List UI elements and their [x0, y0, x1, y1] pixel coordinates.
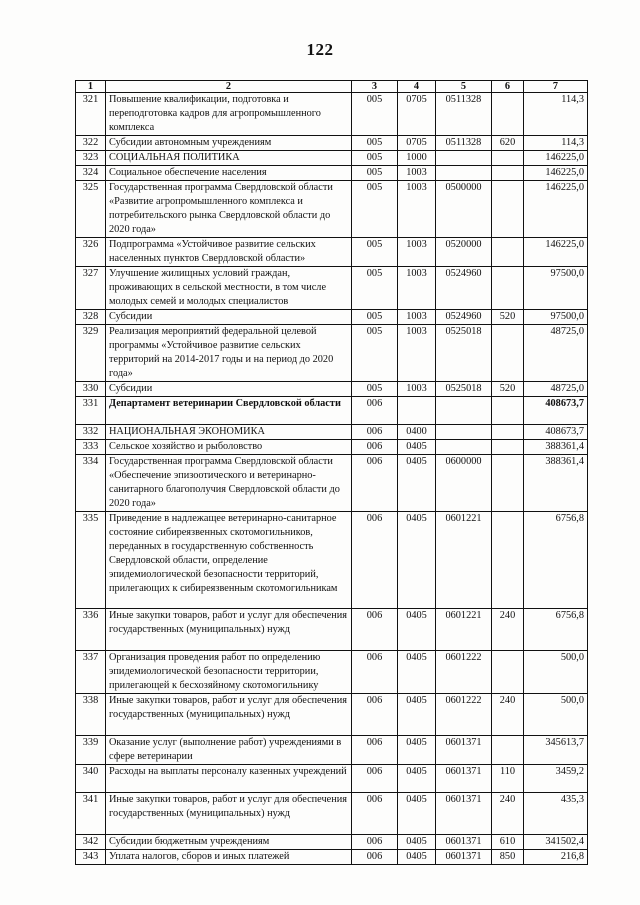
row-number: 323 [76, 151, 106, 166]
code-target: 0525018 [436, 382, 492, 397]
row-amount: 114,3 [524, 93, 588, 136]
table-row [76, 455, 588, 512]
table-row [76, 440, 588, 455]
table-row [76, 736, 588, 765]
code-ministry: 005 [352, 136, 398, 151]
code-expense-type [492, 267, 524, 310]
row-name: Оказание услуг (выполнение работ) учреждениями в сфере ветеринарии [106, 736, 352, 765]
code-target: 0524960 [436, 310, 492, 325]
row-amount: 114,3 [524, 136, 588, 151]
code-section: 1003 [398, 310, 436, 325]
code-expense-type [492, 166, 524, 181]
code-section: 0405 [398, 850, 436, 865]
table-row [76, 835, 588, 850]
code-ministry: 006 [352, 736, 398, 765]
table-row [76, 850, 588, 865]
row-amount: 435,3 [524, 793, 588, 835]
table-header-row [76, 81, 588, 93]
code-expense-type [492, 238, 524, 267]
code-section: 0705 [398, 93, 436, 136]
row-name: Государственная программа Свердловской области «Развитие агропромышленного комплекса и потребительского рынка Свердловской области до 2020 года» [106, 181, 352, 238]
code-expense-type [492, 440, 524, 455]
code-expense-type: 240 [492, 609, 524, 651]
code-ministry: 006 [352, 609, 398, 651]
row-number: 343 [76, 850, 106, 865]
table-row [76, 151, 588, 166]
code-section: 0405 [398, 651, 436, 694]
table-row [76, 397, 588, 425]
table-row [76, 181, 588, 238]
page-number: 122 [306, 40, 334, 59]
code-target [436, 425, 492, 440]
code-target [436, 397, 492, 425]
row-name: СОЦИАЛЬНАЯ ПОЛИТИКА [106, 151, 352, 166]
code-ministry: 006 [352, 455, 398, 512]
row-number: 329 [76, 325, 106, 382]
table-row [76, 325, 588, 382]
code-expense-type: 240 [492, 793, 524, 835]
row-amount: 6756,8 [524, 609, 588, 651]
code-section: 1003 [398, 325, 436, 382]
code-target: 0601371 [436, 793, 492, 835]
code-ministry: 006 [352, 512, 398, 609]
table-row [76, 765, 588, 793]
row-name: Уплата налогов, сборов и иных платежей [106, 850, 352, 865]
row-number: 325 [76, 181, 106, 238]
row-number: 328 [76, 310, 106, 325]
table-row [76, 425, 588, 440]
row-amount: 48725,0 [524, 325, 588, 382]
code-target [436, 440, 492, 455]
code-ministry: 006 [352, 793, 398, 835]
row-name: Улучшение жилищных условий граждан, проживающих в сельской местности, в том числе молодых семей и молодых специалистов [106, 267, 352, 310]
row-number: 330 [76, 382, 106, 397]
code-expense-type: 620 [492, 136, 524, 151]
row-name: Департамент ветеринарии Свердловской области [106, 397, 352, 425]
row-number: 321 [76, 93, 106, 136]
row-name: Реализация мероприятий федеральной целевой программы «Устойчивое развитие сельских территорий на 2014-2017 годы и на период до 2020 года» [106, 325, 352, 382]
row-number: 327 [76, 267, 106, 310]
code-expense-type [492, 512, 524, 609]
table-row [76, 93, 588, 136]
column-header: 2 [106, 81, 352, 93]
column-header: 4 [398, 81, 436, 93]
row-amount: 6756,8 [524, 512, 588, 609]
code-section: 1003 [398, 181, 436, 238]
row-name: НАЦИОНАЛЬНАЯ ЭКОНОМИКА [106, 425, 352, 440]
code-section: 0405 [398, 440, 436, 455]
code-expense-type [492, 736, 524, 765]
code-section [398, 397, 436, 425]
code-section: 1003 [398, 382, 436, 397]
code-ministry: 005 [352, 93, 398, 136]
code-section: 0405 [398, 694, 436, 736]
code-target: 0601221 [436, 512, 492, 609]
code-expense-type [492, 651, 524, 694]
code-section: 0400 [398, 425, 436, 440]
row-number: 340 [76, 765, 106, 793]
table-row [76, 609, 588, 651]
code-section: 1003 [398, 166, 436, 181]
code-target: 0601222 [436, 651, 492, 694]
row-amount: 146225,0 [524, 166, 588, 181]
row-name: Субсидии автономным учреждениям [106, 136, 352, 151]
row-amount: 500,0 [524, 694, 588, 736]
table-row [76, 267, 588, 310]
row-number: 336 [76, 609, 106, 651]
row-amount: 408673,7 [524, 425, 588, 440]
row-name: Иные закупки товаров, работ и услуг для обеспечения государственных (муниципальных) нужд [106, 609, 352, 651]
code-ministry: 005 [352, 382, 398, 397]
column-header: 6 [492, 81, 524, 93]
code-ministry: 005 [352, 310, 398, 325]
code-ministry: 006 [352, 850, 398, 865]
row-name: Социальное обеспечение населения [106, 166, 352, 181]
code-target: 0601371 [436, 736, 492, 765]
row-name: Расходы на выплаты персоналу казенных учреждений [106, 765, 352, 793]
code-expense-type: 850 [492, 850, 524, 865]
row-amount: 97500,0 [524, 267, 588, 310]
table-row [76, 694, 588, 736]
code-ministry: 006 [352, 835, 398, 850]
code-ministry: 006 [352, 765, 398, 793]
code-ministry: 005 [352, 151, 398, 166]
row-name: Государственная программа Свердловской области «Обеспечение эпизоотического и ветеринарно-санитарного благополучия Свердловской области до 2020 года» [106, 455, 352, 512]
column-header: 7 [524, 81, 588, 93]
row-amount: 97500,0 [524, 310, 588, 325]
code-expense-type [492, 93, 524, 136]
row-amount: 146225,0 [524, 238, 588, 267]
row-amount: 345613,7 [524, 736, 588, 765]
code-expense-type [492, 151, 524, 166]
code-target: 0601222 [436, 694, 492, 736]
row-number: 333 [76, 440, 106, 455]
row-number: 326 [76, 238, 106, 267]
code-target: 0511328 [436, 136, 492, 151]
code-target: 0601371 [436, 850, 492, 865]
row-name: Субсидии [106, 382, 352, 397]
code-target: 0600000 [436, 455, 492, 512]
code-ministry: 006 [352, 397, 398, 425]
code-section: 0405 [398, 512, 436, 609]
code-section: 0705 [398, 136, 436, 151]
table-row [76, 166, 588, 181]
code-ministry: 006 [352, 694, 398, 736]
code-section: 0405 [398, 765, 436, 793]
code-section: 1003 [398, 238, 436, 267]
code-target: 0500000 [436, 181, 492, 238]
row-amount: 3459,2 [524, 765, 588, 793]
row-number: 337 [76, 651, 106, 694]
table-row [76, 793, 588, 835]
row-amount: 408673,7 [524, 397, 588, 425]
row-amount: 341502,4 [524, 835, 588, 850]
code-expense-type [492, 325, 524, 382]
row-amount: 146225,0 [524, 151, 588, 166]
budget-table [75, 80, 588, 865]
row-amount: 500,0 [524, 651, 588, 694]
table-row [76, 238, 588, 267]
row-amount: 216,8 [524, 850, 588, 865]
code-ministry: 005 [352, 181, 398, 238]
row-number: 332 [76, 425, 106, 440]
code-expense-type [492, 181, 524, 238]
code-section: 0405 [398, 736, 436, 765]
table-row [76, 512, 588, 609]
code-section: 0405 [398, 455, 436, 512]
row-number: 322 [76, 136, 106, 151]
row-amount: 388361,4 [524, 440, 588, 455]
column-header: 1 [76, 81, 106, 93]
column-header: 3 [352, 81, 398, 93]
code-section: 0405 [398, 609, 436, 651]
code-section: 0405 [398, 835, 436, 850]
code-target: 0520000 [436, 238, 492, 267]
table-row [76, 651, 588, 694]
code-expense-type: 520 [492, 310, 524, 325]
row-name: Сельское хозяйство и рыболовство [106, 440, 352, 455]
row-number: 338 [76, 694, 106, 736]
column-header: 5 [436, 81, 492, 93]
row-number: 335 [76, 512, 106, 609]
row-number: 331 [76, 397, 106, 425]
row-amount: 146225,0 [524, 181, 588, 238]
code-ministry: 005 [352, 267, 398, 310]
row-number: 341 [76, 793, 106, 835]
code-target: 0524960 [436, 267, 492, 310]
row-name: Субсидии [106, 310, 352, 325]
row-amount: 48725,0 [524, 382, 588, 397]
code-target [436, 151, 492, 166]
code-section: 0405 [398, 793, 436, 835]
row-name: Подпрограмма «Устойчивое развитие сельских населенных пунктов Свердловской области» [106, 238, 352, 267]
row-name: Приведение в надлежащее ветеринарно-санитарное состояние сибиреязвенных скотомогильников, переданных в государственную собственность Свердловской области, определение эпидемиологической безопасности территорий, прилегающих к сибиреязвенным скотомогильникам [106, 512, 352, 609]
code-expense-type: 610 [492, 835, 524, 850]
table-row [76, 136, 588, 151]
table-row [76, 382, 588, 397]
row-number: 324 [76, 166, 106, 181]
code-ministry: 005 [352, 166, 398, 181]
code-expense-type: 110 [492, 765, 524, 793]
code-ministry: 005 [352, 238, 398, 267]
code-section: 1003 [398, 267, 436, 310]
row-amount: 388361,4 [524, 455, 588, 512]
table-row [76, 310, 588, 325]
code-target: 0525018 [436, 325, 492, 382]
code-ministry: 006 [352, 425, 398, 440]
row-number: 342 [76, 835, 106, 850]
code-target: 0601221 [436, 609, 492, 651]
code-expense-type [492, 397, 524, 425]
code-expense-type: 240 [492, 694, 524, 736]
code-target: 0511328 [436, 93, 492, 136]
code-ministry: 006 [352, 440, 398, 455]
code-ministry: 005 [352, 325, 398, 382]
row-number: 334 [76, 455, 106, 512]
code-target: 0601371 [436, 765, 492, 793]
row-name: Организация проведения работ по определению эпидемиологической безопасности территории, прилегающей к бесхозяйному скотомогильнику [106, 651, 352, 694]
code-expense-type [492, 455, 524, 512]
row-number: 339 [76, 736, 106, 765]
code-target [436, 166, 492, 181]
row-name: Иные закупки товаров, работ и услуг для обеспечения государственных (муниципальных) нужд [106, 793, 352, 835]
row-name: Субсидии бюджетным учреждениям [106, 835, 352, 850]
code-expense-type: 520 [492, 382, 524, 397]
code-ministry: 006 [352, 651, 398, 694]
code-target: 0601371 [436, 835, 492, 850]
code-section: 1000 [398, 151, 436, 166]
row-name: Повышение квалификации, подготовка и переподготовка кадров для агропромышленного комплекса [106, 93, 352, 136]
row-name: Иные закупки товаров, работ и услуг для обеспечения государственных (муниципальных) нужд [106, 694, 352, 736]
code-expense-type [492, 425, 524, 440]
